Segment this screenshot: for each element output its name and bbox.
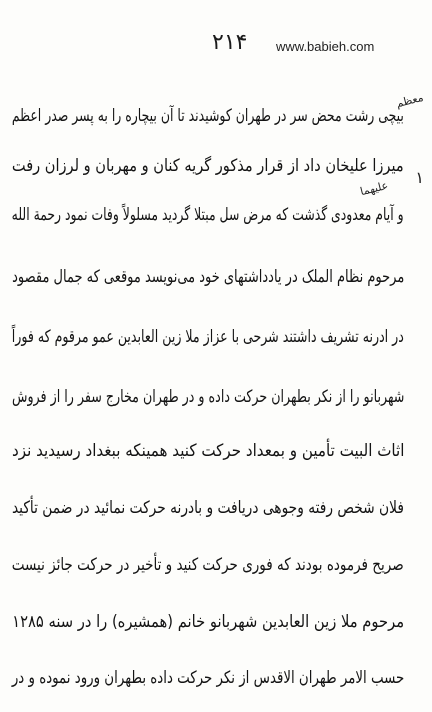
text-line-10: مرحوم ملا زین العابدین شهربانو خانم (همشیره) را در سنه ۱۲۸۵ — [12, 612, 404, 632]
text-line-8: فلان شخص رفته وجوهی دریافت و بادرنه حرکت نمائید در ضمن تأکید — [11, 498, 404, 518]
text-line-4: مرحوم نظام الملک در یادداشتهای خود می‌نویسد موقعی که جمال مقصود — [11, 267, 404, 287]
website-watermark: www.babieh.com — [276, 39, 375, 54]
margin-number: ۱ — [415, 168, 424, 187]
text-line-1: بیچی رشت محض سر در طهران کوشیدند تا آن بیچاره را به پسر صدر اعظم — [11, 106, 404, 126]
text-line-7: اثاث البیت تأمین و بمعداد حرکت کنید همینکه ببغداد رسیدید نزد — [11, 441, 404, 461]
text-line-9: صریح فرموده بودند که فوری حرکت کنید و تأخیر در حرکت جائز نیست — [12, 555, 404, 575]
text-line-2: میرزا علیخان داد از قرار مذکور گریه کنان و مهربان و لرزان رفت — [12, 156, 404, 176]
text-line-5: در ادرنه تشریف داشتند شرحی با عزاز ملا زین العابدین عمو مرقوم که فوراً — [11, 327, 404, 347]
text-line-6: شهربانو را از نکر بطهران حرکت داده و در طهران مخارج سفر را از فروش — [11, 387, 404, 407]
page-number: ۲۱۴ — [212, 30, 248, 55]
annotation-line-1: معظم — [395, 90, 426, 111]
text-line-3: و آیام معدودی گذشت که مرض سل مبتلا گردید مسلولاً وفات نمود رحمة الله — [12, 205, 404, 225]
annotation-line-3: علیهما — [358, 178, 390, 199]
text-line-11: حسب الامر طهران الاقدس از نکر حرکت داده بطهران ورود نموده و در — [11, 668, 404, 688]
